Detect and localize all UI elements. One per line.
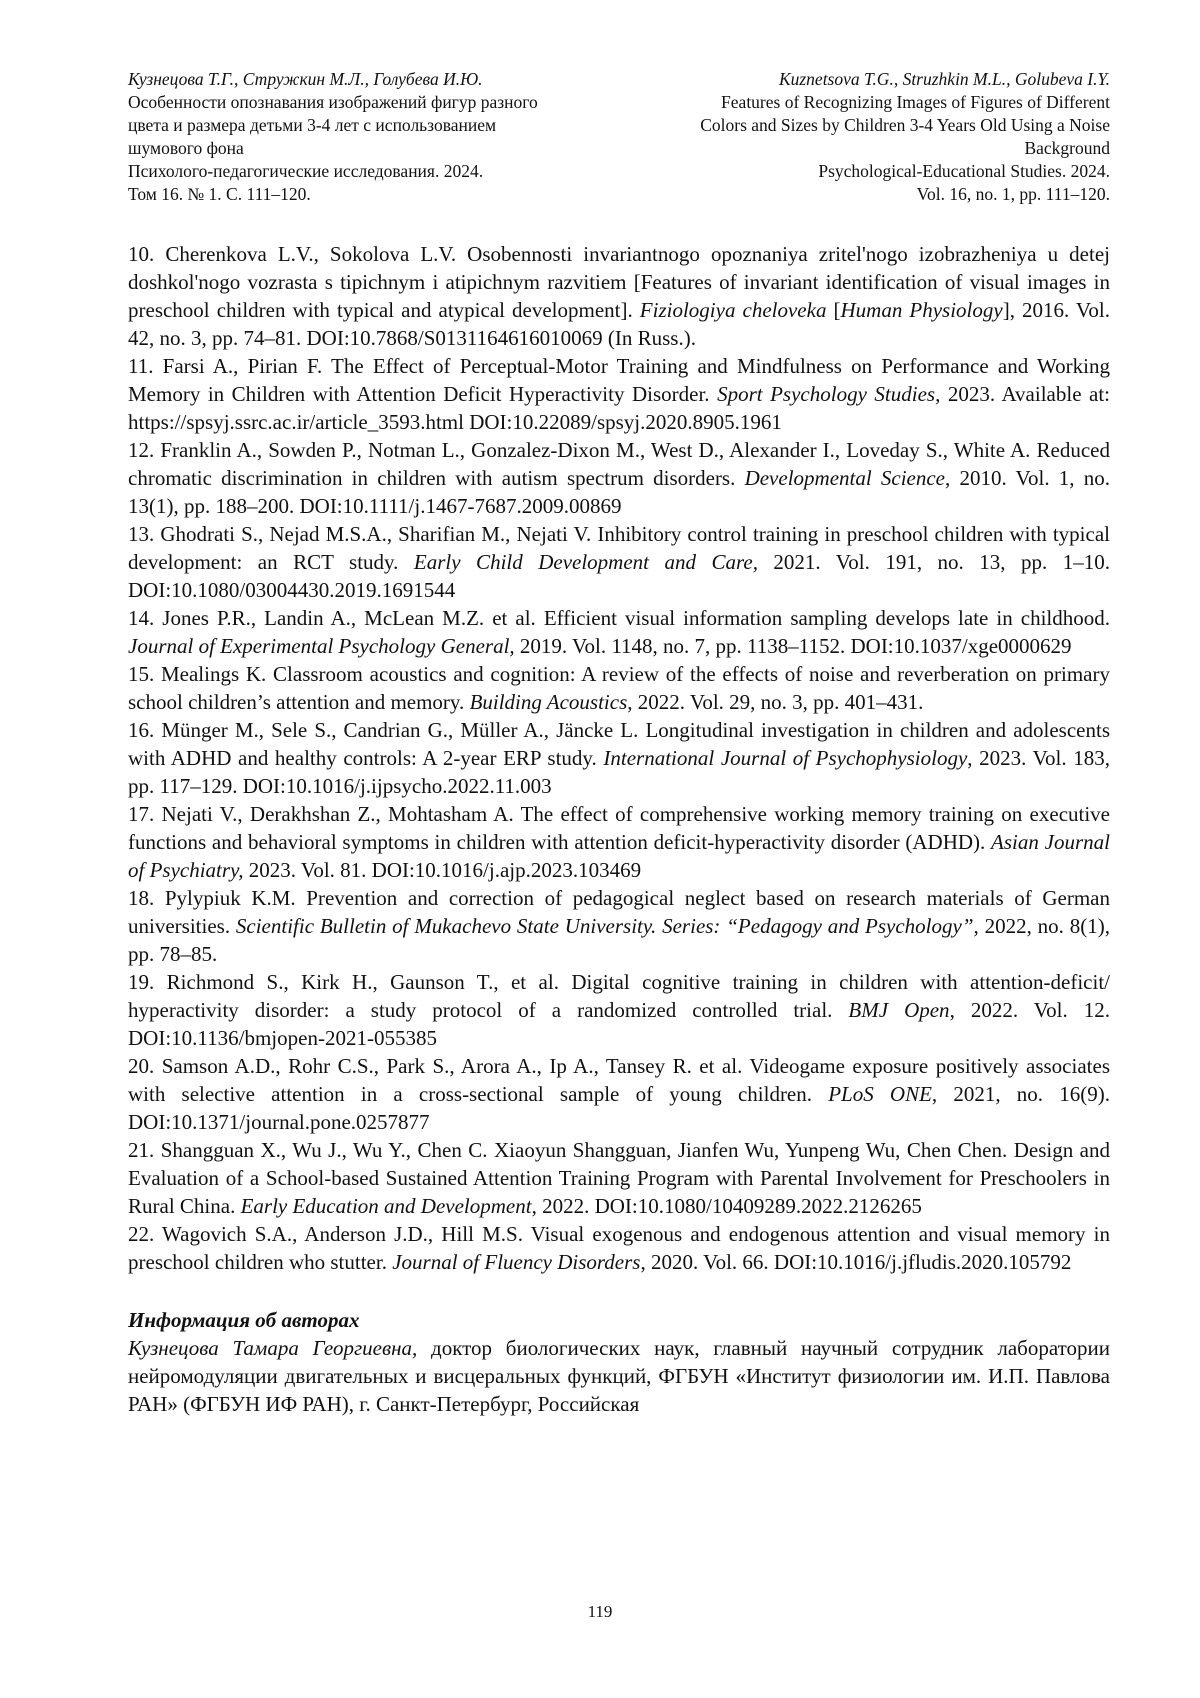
running-header-left: [128, 68, 648, 206]
reference-item: [128, 800, 1110, 884]
text-run: , 2020. Vol. 66. DOI:10.1016/j.jfludis.2020.105792: [640, 1250, 1072, 1274]
text-run: 13. Ghodrati S., Nejad M.S.A., Sharifian M., Nejati V. Inhibitory control training in preschool children with typical development: an RCT study.: [128, 522, 1110, 574]
italic-text-run: Scientific Bulletin of Mukachevo State University. Series: “Pedagogy and Psychology”,: [235, 914, 979, 938]
text-run: , 2022. Vol. 12. DOI:10.1136/bmjopen-2021-055385: [128, 998, 1110, 1050]
header-title-ru-line-1: Особенности опознавания изображений фигур разного: [128, 92, 538, 112]
italic-text-run: Journal of Fluency Disorders: [392, 1250, 641, 1274]
reference-item: [128, 240, 1110, 352]
text-run: ], 2016. Vol. 42, no. 3, pp. 74–81. DOI:10.7868/S0131164616010069 (In Russ.).: [128, 298, 1110, 350]
page-number: 119: [587, 1602, 613, 1621]
text-run: доктор биологических наук, главный научный сотрудник лаборатории нейромодуляции двигательных и висцеральных функций, ФГБУН «Институт физиологии им. И.П. Павлова РАН» (ФГБУН ИФ РАН), г. Санкт-Петербург, Российская: [128, 1336, 1110, 1416]
italic-text-run: BMJ Open: [848, 998, 950, 1022]
authors-section: [128, 1306, 1110, 1418]
italic-text-run: PLoS ONE: [828, 1082, 932, 1106]
header-title-en-line-3: Background: [1024, 138, 1110, 158]
author-entry: [128, 1334, 1110, 1418]
text-run: 20. Samson A.D., Rohr C.S., Park S., Arora A., Ip A., Tansey R. et al. Videogame exposure positively associates with selective attention in a cross-sectional sample of young children.: [128, 1054, 1110, 1106]
reference-list: [128, 240, 1110, 1276]
header-journal-en: Psychological-Educational Studies. 2024.: [818, 161, 1110, 181]
text-run: , 2010. Vol. 1, no. 13(1), pp. 188–200. DOI:10.1111/j.1467-7687.2009.00869: [128, 466, 1110, 518]
running-header-right: [590, 68, 1110, 206]
header-authors-ru: Кузнецова Т.Г., Стружкин М.Л., Голубева И.Ю.: [128, 69, 483, 89]
header-title-ru-line-3: шумового фона: [128, 138, 244, 158]
text-run: , 2022. DOI:10.1080/10409289.2022.2126265: [531, 1194, 922, 1218]
text-run: 2023. Vol. 81. DOI:10.1016/j.ajp.2023.103469: [243, 858, 642, 882]
italic-text-run: Early Education and Development: [240, 1194, 532, 1218]
reference-item: [128, 1052, 1110, 1136]
text-run: 2023. Available at: https://spsyj.ssrc.ac.ir/article_3593.html DOI:10.22089/spsyj.2020.8905.1961: [128, 382, 1111, 434]
reference-item: [128, 660, 1110, 716]
header-title-en-line-2: Colors and Sizes by Children 3-4 Years Old Using a Noise: [700, 115, 1110, 135]
text-run: 19. Richmond S., Kirk H., Gaunson T., et al. Digital cognitive training in children with attention-deficit/ hyperactivity disorder: a study protocol of a randomized controlled trial.: [128, 970, 1110, 1022]
header-title-en-line-1: Features of Recognizing Images of Figures of Different: [721, 92, 1110, 112]
italic-text-run: Journal of Experimental Psychology General,: [128, 634, 515, 658]
italic-text-run: International Journal of Psychophysiology: [603, 746, 968, 770]
reference-item: [128, 352, 1110, 436]
text-run: 22. Wagovich S.A., Anderson J.D., Hill M.S. Visual exogenous and endogenous attention and visual memory in preschool children who stutter.: [128, 1222, 1110, 1274]
text-run: , 2023. Vol. 183, pp. 117–129. DOI:10.1016/j.ijpsycho.2022.11.003: [128, 746, 1110, 798]
text-run: 15. Mealings K. Classroom acoustics and cognition: A review of the effects of noise and reverberation on primary school children’s attention and memory.: [128, 662, 1110, 714]
italic-text-run: Кузнецова Тамара Георгиевна,: [128, 1336, 418, 1360]
reference-item: [128, 968, 1110, 1052]
header-volume-en: Vol. 16, no. 1, pp. 111–120.: [916, 184, 1110, 204]
text-run: 21. Shangguan X., Wu J., Wu Y., Chen C. Xiaoyun Shangguan, Jianfen Wu, Yunpeng Wu, Chen Chen. Design and Evaluation of a School-based Sustained Attention Training Program with Parental Involvement for Preschoolers in Rural China.: [128, 1138, 1110, 1218]
text-run: , 2022. Vol. 29, no. 3, pp. 401–431.: [627, 690, 924, 714]
italic-text-run: Fiziologiya cheloveka: [639, 298, 827, 322]
italic-text-run: Asian Journal of Psychiatry,: [128, 830, 1110, 882]
page-body: [128, 240, 1110, 1418]
reference-item: [128, 520, 1110, 604]
text-run: , 2021, no. 16(9). DOI:10.1371/journal.pone.0257877: [128, 1082, 1110, 1134]
text-run: 12. Franklin A., Sowden P., Notman L., Gonzalez-Dixon M., West D., Alexander I., Loveday S., White A. Reduced chromatic discrimination in children with autism spectrum disorders.: [128, 438, 1110, 490]
reference-item: [128, 716, 1110, 800]
reference-item: [128, 884, 1110, 968]
header-volume-ru: Том 16. № 1. С. 111–120.: [128, 184, 311, 204]
reference-item: [128, 436, 1110, 520]
italic-text-run: Developmental Science: [744, 466, 945, 490]
reference-item: [128, 1136, 1110, 1220]
text-run: 18. Pylypiuk K.M. Prevention and correction of pedagogical neglect based on research materials of German universities.: [128, 886, 1110, 938]
text-run: 2022, no. 8(1), pp. 78–85.: [128, 914, 1110, 966]
text-run: 17. Nejati V., Derakhshan Z., Mohtasham A. The effect of comprehensive working memory training on executive functions and behavioral symptoms in children with attention deficit-hyperactivity disorder (ADHD).: [128, 802, 1110, 854]
header-title-ru-line-2: цвета и размера детьми 3-4 лет с использованием: [128, 115, 497, 135]
text-run: 14. Jones P.R., Landin A., McLean M.Z. et al. Efficient visual information sampling develops late in childhood.: [128, 606, 1110, 630]
text-run: [: [826, 298, 841, 322]
header-authors-en: Kuznetsova T.G., Struzhkin M.L., Golubeva I.Y.: [778, 69, 1110, 89]
authors-heading: Информация об авторах: [128, 1308, 360, 1332]
italic-text-run: Sport Psychology Studies,: [717, 382, 941, 406]
text-run: 16. Münger M., Sele S., Candrian G., Müller A., Jäncke L. Longitudinal investigation in children and adolescents with ADHD and healthy controls: A 2-year ERP study.: [128, 718, 1110, 770]
text-run: 2021. Vol. 191, no. 13, pp. 1–10. DOI:10.1080/03004430.2019.1691544: [128, 550, 1111, 602]
text-run: 10. Cherenkova L.V., Sokolova L.V. Osobennosti invariantnogo opoznaniya zritel'nogo izobrazheniya u detej doshkol'nogo vozrasta s tipichnym i atipichnym razvitiem [Features of invariant identification of visual images in preschool children with typical and atypical development].: [128, 242, 1110, 322]
text-run: 11. Farsi A., Pirian F. The Effect of Perceptual-Motor Training and Mindfulness on Performance and Working Memory in Children with Attention Deficit Hyperactivity Disorder.: [128, 354, 1110, 406]
reference-item: [128, 1220, 1110, 1276]
header-journal-ru: Психолого-педагогические исследования. 2024.: [128, 161, 484, 181]
italic-text-run: Early Child Development and Care,: [413, 550, 758, 574]
italic-text-run: Building Acoustics: [469, 690, 628, 714]
reference-item: [128, 604, 1110, 660]
italic-text-run: Human Physiology: [840, 298, 1003, 322]
text-run: 2019. Vol. 1148, no. 7, pp. 1138–1152. DOI:10.1037/xge0000629: [514, 634, 1072, 658]
